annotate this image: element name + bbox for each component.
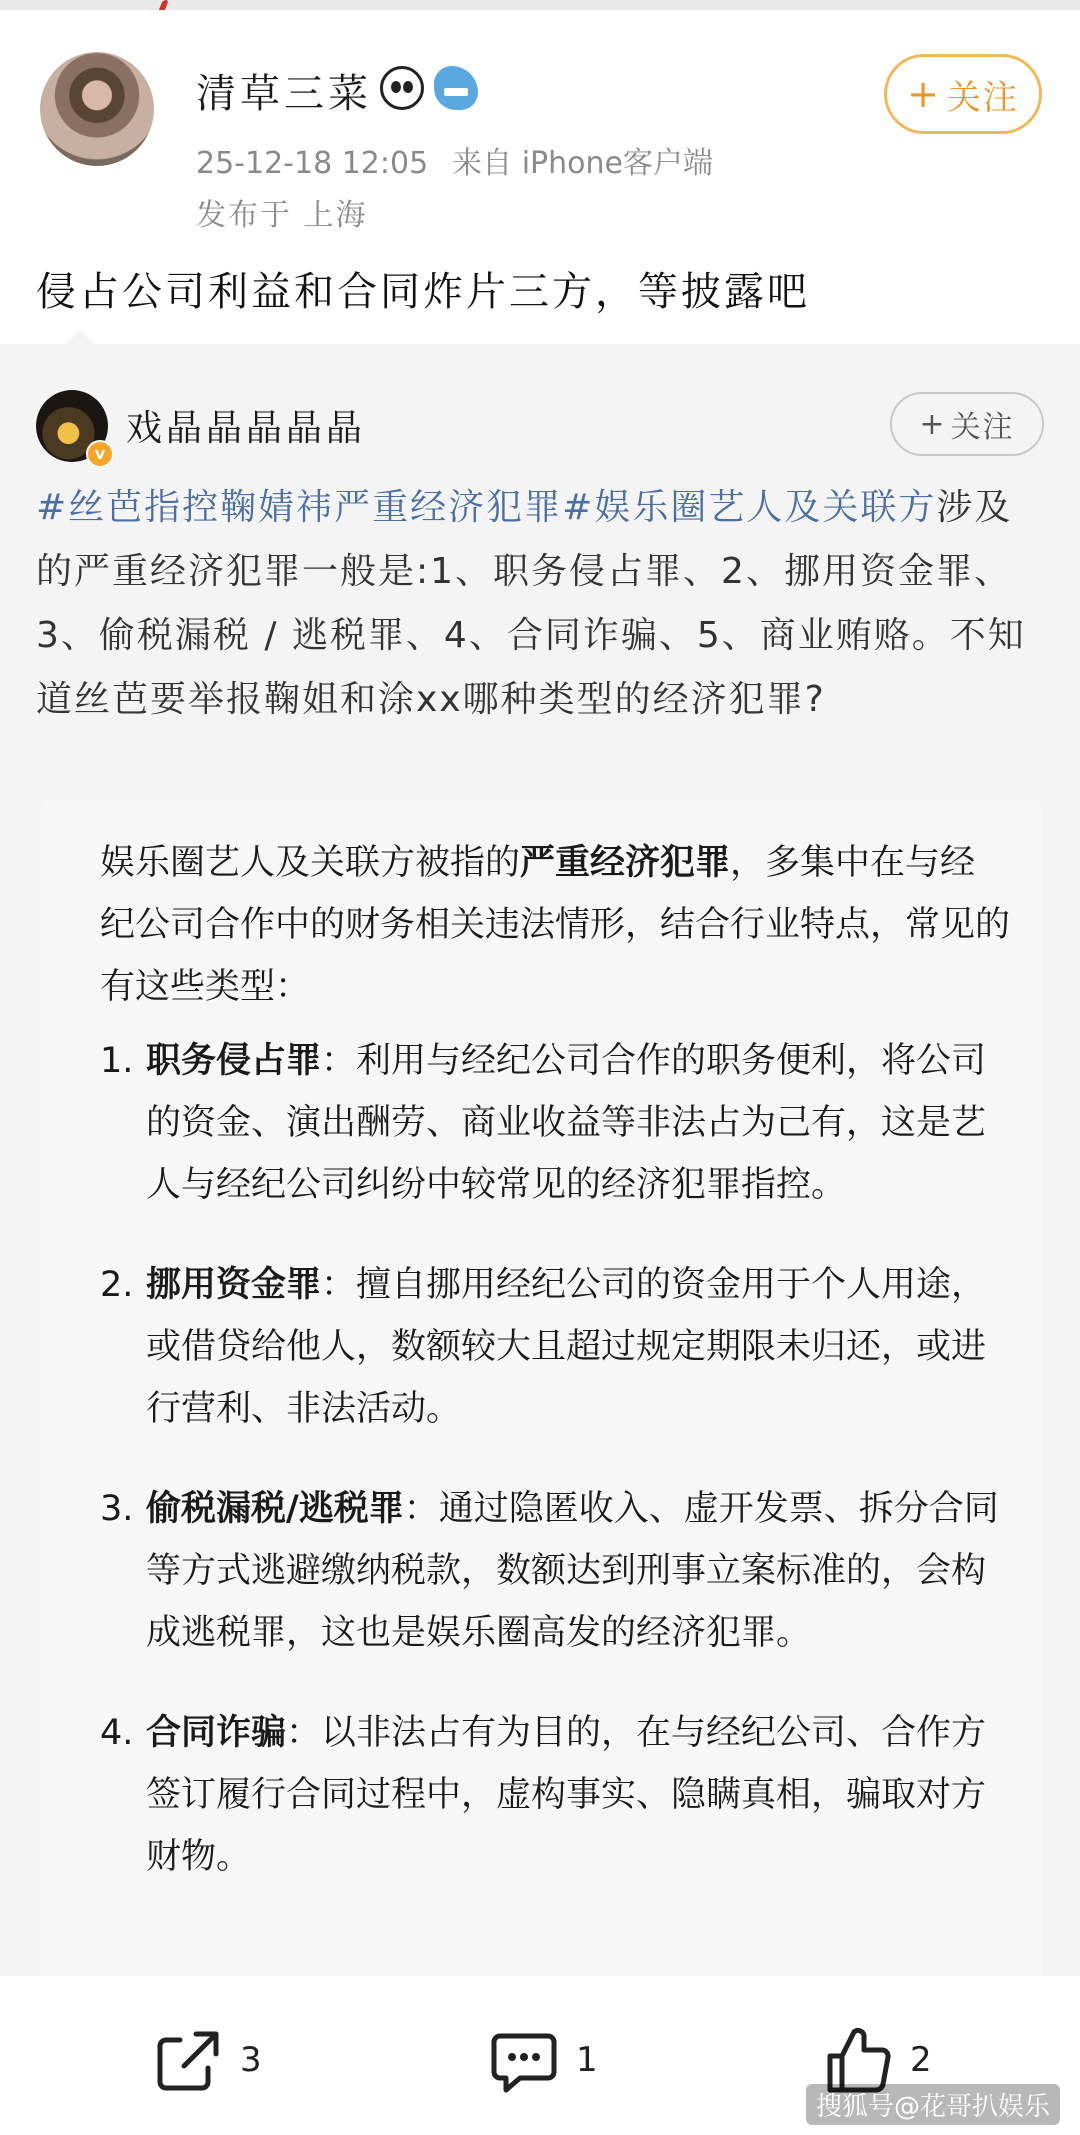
post-time: 25-12-18 12:05 — [196, 146, 429, 181]
comment-button[interactable] — [486, 2022, 598, 2098]
follow-label: 关注 — [946, 77, 1019, 118]
post-meta — [196, 138, 713, 182]
follow-button[interactable] — [884, 54, 1042, 134]
post-text: 侵占公司利益和合同炸片三方，等披露吧 — [36, 269, 810, 315]
verified-badge-icon: v — [86, 440, 114, 468]
watermark: 搜狐号@花哥扒娱乐 — [806, 2084, 1060, 2125]
share-button[interactable] — [150, 2022, 262, 2098]
item-number: 3. — [100, 1489, 134, 1529]
post-source: 来自 iPhone客户端 — [452, 146, 713, 181]
item-body — [146, 1030, 1020, 1216]
repost-follow-button[interactable] — [890, 392, 1044, 456]
share-icon — [150, 2022, 226, 2098]
repost-card[interactable] — [0, 344, 1080, 1976]
like-count: 2 — [910, 2040, 932, 2080]
action-bar — [0, 1976, 1080, 2135]
item-title: 偷税漏税/逃税罪 — [146, 1489, 404, 1529]
crime-list — [100, 1030, 1020, 1926]
intro-text: 娱乐圈艺人及关联方被指的 — [100, 843, 521, 883]
intro-text-end: ，多集中在与经纪公司合作中的财务相关违法情形，结合行业特点，常见的有这些类型： — [100, 843, 1011, 1007]
repost-body: 涉及的严重经济犯罪一般是:1、职务侵占罪、2、挪用资金罪、3、偷税漏税 / 逃税罪、4、合同诈骗、5、商业贿赂。不知道丝芭要举报鞠姐和涂xx哪种类型的经济犯罪? — [36, 487, 1026, 720]
panda-emoji-icon — [380, 66, 424, 110]
item-number: 1. — [100, 1041, 134, 1081]
comment-count: 1 — [576, 2040, 598, 2080]
repost-follow-label: 关注 — [950, 410, 1015, 445]
share-count: 3 — [240, 2040, 262, 2080]
list-item — [100, 1030, 1020, 1216]
item-number: 4. — [100, 1713, 134, 1753]
hashtag-link[interactable]: #丝芭指控鞠婧祎严重经济犯罪# — [36, 487, 595, 528]
item-body — [146, 1478, 1020, 1664]
avatar[interactable] — [40, 52, 154, 166]
list-item — [100, 1702, 1020, 1888]
comment-icon — [486, 2022, 562, 2098]
list-item — [100, 1254, 1020, 1440]
shark-emoji-icon — [434, 66, 478, 110]
hashtag-text[interactable]: 娱乐圈艺人及关联方 — [594, 487, 937, 528]
item-title: 职务侵占罪 — [146, 1041, 322, 1081]
repost-text — [36, 476, 1046, 732]
item-text: ：擅自挪用经纪公司的资金用于个人用途，或借贷给他人，数额较大且超过规定期限未归还，或进行营利、非法活动。 — [146, 1265, 987, 1429]
item-text: ：以非法占有为目的，在与经纪公司、合作方签订履行合同过程中，虚构事实、隐瞒真相，骗取对方财物。 — [146, 1713, 987, 1877]
item-body — [146, 1254, 1020, 1440]
post-location: 发布于 上海 — [196, 198, 368, 233]
embedded-screenshot[interactable] — [40, 800, 1042, 2000]
item-title: 挪用资金罪 — [146, 1265, 322, 1305]
list-item — [100, 1478, 1020, 1664]
item-title: 合同诈骗 — [146, 1713, 287, 1753]
post-username[interactable]: 清草三菜 — [196, 71, 372, 117]
intro-bold: 严重经济犯罪 — [520, 843, 731, 883]
plus-icon: + — [907, 72, 941, 116]
card-intro — [100, 832, 1010, 1018]
item-text: ：利用与经纪公司合作的职务便利，将公司的资金、演出酬劳、商业收益等非法占为己有，这是艺人与经纪公司纠纷中较常见的经济犯罪指控。 — [146, 1041, 987, 1205]
repost-pointer — [66, 330, 94, 344]
post-card — [0, 10, 1080, 344]
plus-icon: + — [919, 406, 947, 442]
item-number: 2. — [100, 1265, 134, 1305]
repost-username[interactable]: 戏晶晶晶晶晶 — [126, 408, 367, 449]
item-text: ：通过隐匿收入、虚开发票、拆分合同等方式逃避缴纳税款，数额达到刑事立案标准的，会构成逃税罪，这也是娱乐圈高发的经济犯罪。 — [146, 1489, 999, 1653]
item-body — [146, 1702, 1020, 1888]
